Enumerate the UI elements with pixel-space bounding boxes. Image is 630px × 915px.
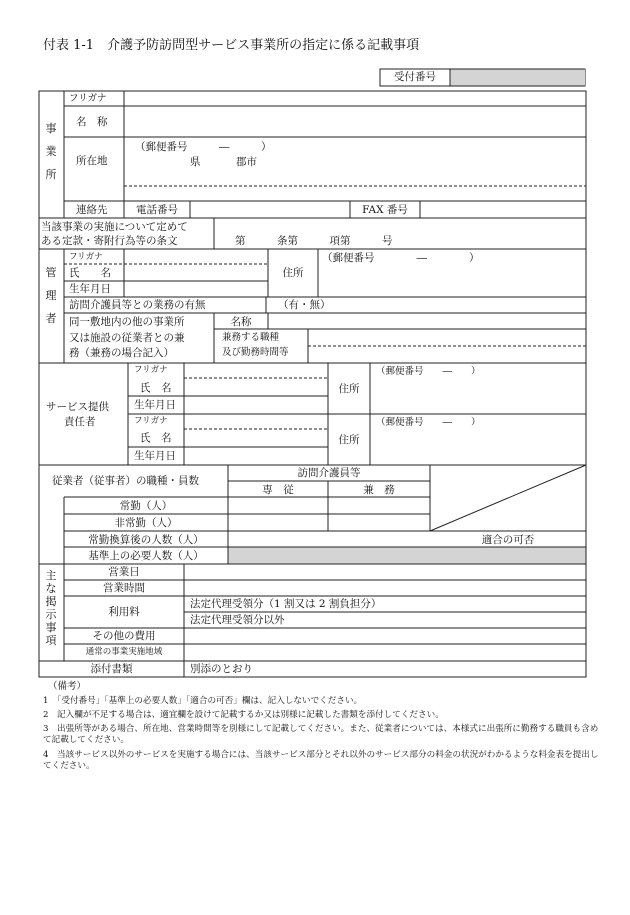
staff-fulltime-full-field[interactable]: [229, 498, 327, 513]
provider1-postal-code: （郵便番号 ― ）: [376, 366, 481, 377]
notice-fee-label: 利用料: [108, 606, 140, 618]
staff-row-parttime: 非常勤（人）: [114, 517, 178, 529]
notice-hours-label: 営業時間: [103, 582, 145, 594]
provider1-address-label: 住所: [338, 383, 360, 395]
notice-area-field[interactable]: [185, 645, 585, 660]
office-name-label: 名 称: [76, 116, 108, 128]
staff-header: 従業者（従事者）の職種・員数: [52, 475, 199, 487]
note-item-1: 1 「受付番号」「基準上の必要人数」「適合の可否」欄は、記入しないでください。: [43, 696, 363, 706]
staff-suitability-label: 適合の可否: [481, 534, 535, 546]
provider2-dob-label: 生年月日: [134, 450, 176, 462]
manager-name-field[interactable]: [125, 265, 267, 280]
staff-fulltime-concurrent-field[interactable]: [329, 498, 429, 513]
manager-other-name-field[interactable]: [269, 314, 585, 328]
manager-other-line1: 同一敷地内の他の事業所: [69, 316, 185, 328]
manager-furigana-label: フリガナ: [69, 252, 103, 262]
staff-fte-field[interactable]: [229, 532, 429, 546]
manager-section-label: 管 理 者: [45, 266, 57, 325]
staff-column-group: 訪問介護員等: [297, 467, 361, 479]
office-name-field[interactable]: [125, 107, 585, 136]
office-address-label: 所在地: [76, 155, 108, 167]
regulation-clause: 第 条第 項第 号: [235, 235, 393, 247]
office-phone-label: 電話番号: [136, 204, 178, 216]
provider1-dob-label: 生年月日: [134, 399, 176, 411]
office-furigana-field[interactable]: [125, 92, 585, 105]
office-postal-code: （郵便番号 ― ）: [135, 141, 272, 153]
receipt-number-label: 受付番号: [394, 71, 436, 83]
manager-other-line2: 又は施設の従業者との兼: [69, 332, 185, 344]
manager-name-label: 氏 名: [69, 267, 111, 279]
attachment-value: 別添のとおり: [190, 663, 253, 675]
staff-row-required: 基準上の必要人数（人）: [88, 550, 204, 562]
notice-other-fees-label: その他の費用: [92, 630, 156, 642]
manager-other-line3: 務（兼務の場合記入）: [69, 347, 174, 359]
note-item-4: 4 当該サービス以外のサービスを実施する場合には、当該サービス部分とそれ以外のサービス部分の料金の状況がわかるような料金表を提出してください。: [43, 750, 599, 772]
manager-address-field[interactable]: [319, 250, 585, 296]
manager-other-name-label: 名称: [230, 316, 252, 328]
notice-fee-line1: 法定代理受領分（1 割又は 2 割負担分）: [190, 598, 382, 610]
office-prefecture-label: 県: [190, 156, 201, 168]
notes-heading: （備考）: [48, 681, 87, 692]
staff-row-fte: 常勤換算後の人数（人）: [88, 534, 204, 546]
manager-postal-code: （郵便番号 ― ）: [322, 252, 480, 264]
regulation-label-line1: 当該事業の実施について定めて: [41, 221, 188, 233]
manager-visiting-choice[interactable]: （有・無）: [278, 299, 331, 311]
office-fax-field[interactable]: [421, 202, 585, 217]
staff-row-fulltime: 常勤（人）: [119, 500, 173, 512]
provider2-postal-code: （郵便番号 ― ）: [376, 417, 481, 428]
notice-days-label: 営業日: [108, 566, 140, 578]
staff-column-full: 専 従: [262, 484, 294, 496]
staff-parttime-concurrent-field[interactable]: [329, 515, 429, 530]
provider-section-line2: 責任者: [64, 416, 96, 428]
provider1-name-field[interactable]: [185, 364, 327, 395]
notice-days-field[interactable]: [185, 565, 585, 579]
page-title: 付表 1-1 介護予防訪問型サービス事業所の指定に係る記載事項: [43, 38, 420, 53]
office-section-label: 事 業 所: [45, 122, 57, 181]
provider1-dob-field[interactable]: [185, 397, 327, 413]
attachment-label: 添付書類: [90, 663, 133, 675]
office-city-label: 郡市: [236, 156, 257, 168]
notice-area-label: 通常の事業実施地域: [85, 647, 163, 657]
manager-other-job-line1: 兼務する職種: [222, 332, 280, 343]
provider-section-line1: サービス提供: [46, 401, 109, 413]
office-phone-field[interactable]: [191, 202, 349, 217]
provider1-name-label: 氏 名: [140, 382, 172, 394]
regulation-label-line2: ある定款・寄附行為等の条文: [41, 235, 178, 247]
manager-other-job-field[interactable]: [309, 330, 585, 362]
provider2-dob-field[interactable]: [185, 448, 327, 464]
notice-other-fees-field[interactable]: [185, 629, 585, 643]
notice-section-label: 主 な 掲 示 事 項: [45, 569, 57, 647]
office-contact-label: 連絡先: [76, 204, 108, 216]
staff-parttime-full-field[interactable]: [229, 515, 327, 530]
receipt-number-field[interactable]: [451, 70, 584, 85]
manager-address-label: 住所: [282, 267, 304, 279]
notice-fee-line2: 法定代理受領分以外: [190, 614, 285, 626]
manager-visiting-label: 訪問介護員等との業務の有無: [69, 299, 206, 311]
manager-furigana-field[interactable]: [125, 250, 267, 263]
note-item-2: 2 記入欄が不足する場合は、適宜欄を設けて記載するか又は別様に記載した書類を添付してください。: [43, 710, 444, 720]
office-address-field[interactable]: [125, 138, 585, 200]
provider2-furigana-label: フリガナ: [134, 416, 168, 426]
provider1-address-field[interactable]: [371, 364, 585, 413]
note-item-3: 3 出張所等がある場合、所在地、営業時間等を別様にして記載してください。また、従業者については、本様式に出張所に勤務する職員も含めて記載してください。: [43, 724, 599, 746]
provider1-furigana-label: フリガナ: [134, 365, 168, 375]
provider2-address-label: 住所: [338, 434, 360, 446]
manager-other-job-line2: 及び勤務時間等: [222, 347, 289, 358]
office-fax-label: FAX 番号: [362, 204, 408, 216]
provider2-address-field[interactable]: [371, 415, 585, 464]
notice-hours-field[interactable]: [185, 581, 585, 595]
staff-column-concurrent: 兼 務: [363, 484, 395, 496]
provider2-name-field[interactable]: [185, 415, 327, 446]
provider2-name-label: 氏 名: [140, 432, 172, 444]
office-furigana-label: フリガナ: [69, 93, 107, 104]
manager-dob-label: 生年月日: [69, 283, 111, 295]
manager-dob-field[interactable]: [125, 282, 267, 296]
